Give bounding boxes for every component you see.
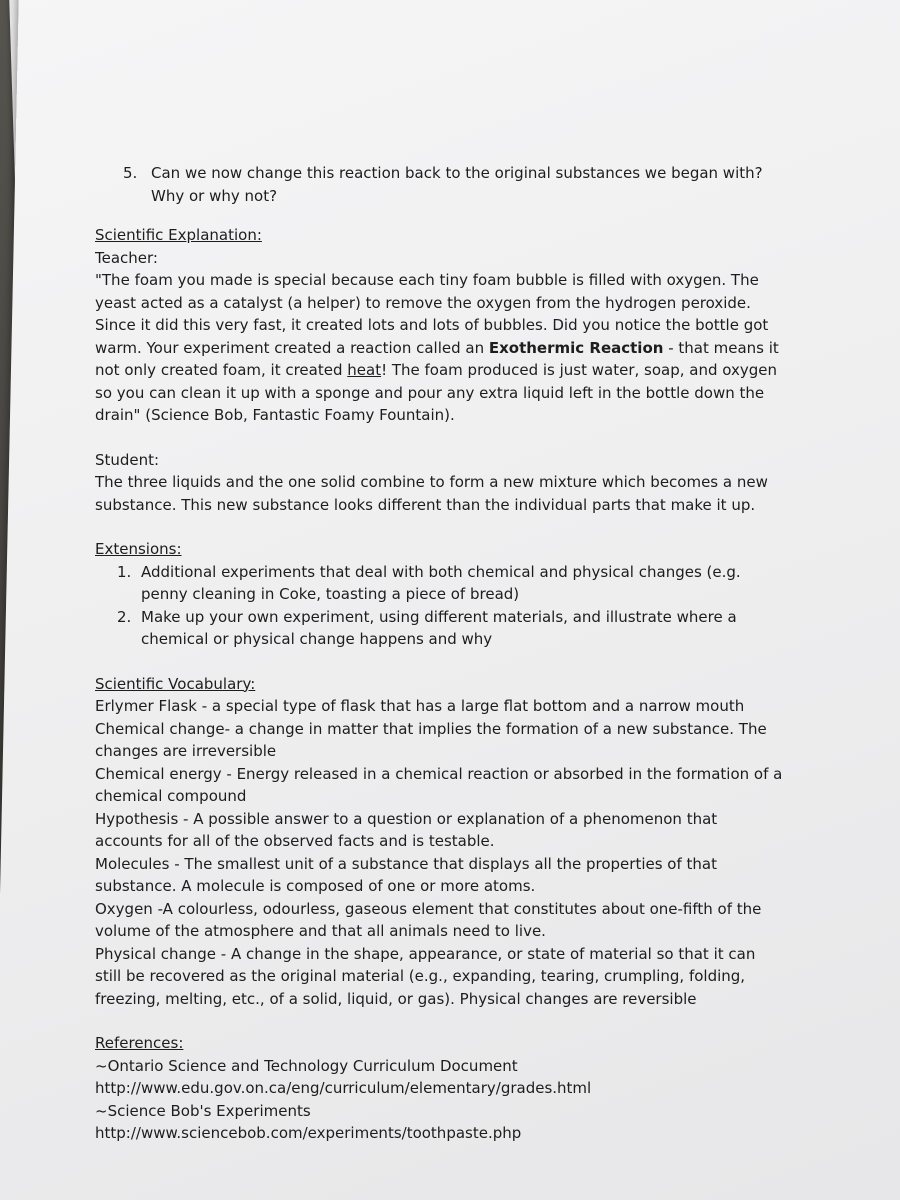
teacher-text-part-3: ! The foam produced is just water, soap, and oxygen so you can clean it up with a sponge and pour any extra liquid left in the bottle down the drain" (Science Bob, Fantastic Foamy Fountain).: [95, 361, 778, 424]
teacher-paragraph: [95, 269, 785, 427]
student-paragraph: The three liquids and the one solid combine to form a new mixture which becomes a new substance. This new substance looks different than the individual parts that make it up.: [95, 473, 768, 514]
reference-url: http://www.edu.gov.on.ca/eng/curriculum/elementary/grades.html: [95, 1079, 592, 1097]
vocabulary-entry: Erlymer Flask - a special type of flask that has a large flat bottom and a narrow mouth: [95, 697, 745, 715]
document-text: [95, 162, 785, 1145]
vocabulary-entry: Oxygen -A colourless, odourless, gaseous element that constitutes about one-fifth of the volume of the atmosphere and that all animals need to live.: [95, 899, 762, 940]
vocabulary-entry: Physical change - A change in the shape, appearance, or state of material so that it can still be recovered as the original material (e.g., expanding, tearing, crumpling, folding, freezing, melting, etc., of a solid, liquid, or gas). Physical changes are reversible: [95, 944, 756, 1008]
references-list: [95, 1055, 785, 1145]
vocabulary-entry: Molecules - The smallest unit of a substance that displays all the properties of that substance. A molecule is composed of one or more atoms.: [95, 854, 717, 895]
reference-line: ~Ontario Science and Technology Curriculum Document: [95, 1056, 518, 1075]
teacher-text-part-2: - that means it not only created foam, it created: [95, 338, 779, 379]
vocabulary-entry: Hypothesis - A possible answer to a question or explanation of a phenomenon that accounts for all of the observed facts and is testable.: [95, 809, 718, 850]
student-label: Student:: [95, 450, 160, 469]
exothermic-reaction-term: Exothermic Reaction: [488, 338, 664, 357]
references-heading: References:: [95, 1034, 184, 1052]
question-text: Can we now change this reaction back to the original substances we began with? Why or why not?: [151, 164, 763, 205]
teacher-text-part-1: "The foam you made is special because each tiny foam bubble is filled with oxygen. The yeast acted as a catalyst (a helper) to remove the oxygen from the hydrogen peroxide. Since it did this very fast, it created lots and lots of bubbles. Did you notice the bottle got warm. Your experiment created a reaction called an: [95, 271, 769, 357]
teacher-label: Teacher:: [95, 248, 158, 267]
scientific-explanation-heading: Scientific Explanation:: [95, 226, 262, 244]
extensions-list: [95, 561, 785, 651]
extension-item: [117, 606, 785, 651]
question-number: 5.: [123, 164, 138, 182]
extensions-heading: Extensions:: [95, 540, 182, 558]
reference-url: http://www.sciencebob.com/experiments/toothpaste.php: [95, 1124, 522, 1142]
extension-text: Additional experiments that deal with both chemical and physical changes (e.g. penny cleaning in Coke, toasting a piece of bread): [141, 562, 741, 603]
reference-line: ~Science Bob's Experiments: [95, 1101, 311, 1120]
scientific-vocabulary-heading: Scientific Vocabulary:: [95, 674, 256, 693]
question-5: [95, 162, 785, 207]
vocabulary-entry: Chemical change- a change in matter that implies the formation of a new substance. The changes are irreversible: [95, 719, 767, 760]
extension-number: 1.: [117, 562, 132, 581]
vocabulary-entry: Chemical energy - Energy released in a chemical reaction or absorbed in the formation of a chemical compound: [95, 764, 783, 805]
extension-number: 2.: [117, 607, 132, 626]
extension-text: Make up your own experiment, using different materials, and illustrate where a chemical or physical change happens and why: [141, 607, 737, 648]
heat-term: heat: [347, 361, 382, 379]
extension-item: [117, 561, 785, 606]
